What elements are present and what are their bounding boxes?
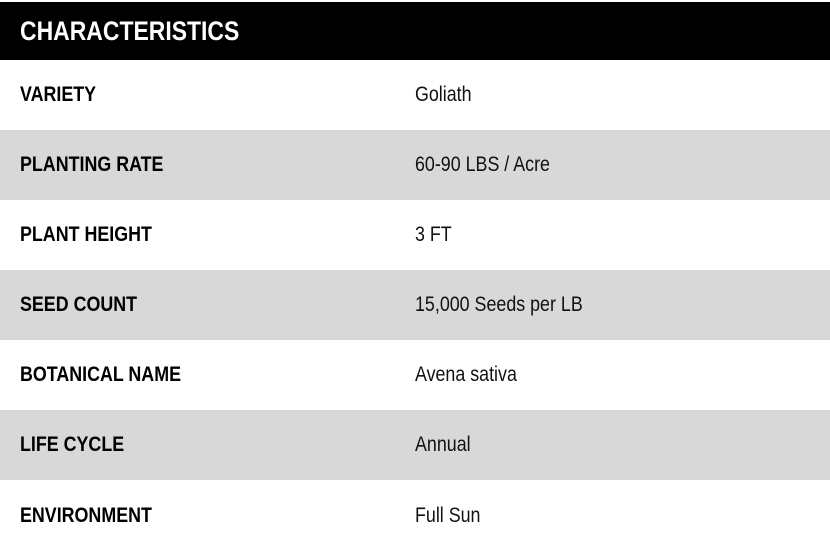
characteristics-table	[0, 60, 830, 559]
table-row	[0, 200, 830, 270]
table-row	[0, 270, 830, 340]
row-value: Full Sun	[415, 504, 481, 527]
characteristics-header	[0, 2, 830, 60]
row-value: Annual	[415, 433, 471, 456]
characteristics-title: CHARACTERISTICS	[20, 15, 240, 46]
row-label: VARIETY	[20, 83, 97, 106]
row-value: 15,000 Seeds per LB	[415, 293, 583, 316]
row-label: SEED COUNT	[20, 293, 138, 316]
row-label: ENVIRONMENT	[20, 504, 152, 527]
row-label: LIFE CYCLE	[20, 433, 125, 456]
table-row	[0, 60, 830, 130]
row-value: Avena sativa	[415, 363, 517, 386]
row-label: BOTANICAL NAME	[20, 363, 181, 386]
row-label: PLANTING RATE	[20, 153, 164, 176]
table-row	[0, 130, 830, 200]
row-value: 3 FT	[415, 223, 452, 246]
row-label: PLANT HEIGHT	[20, 223, 152, 246]
table-row	[0, 340, 830, 410]
table-row	[0, 410, 830, 480]
table-row	[0, 480, 830, 559]
row-value: 60-90 LBS / Acre	[415, 153, 550, 176]
row-value: Goliath	[415, 83, 472, 106]
